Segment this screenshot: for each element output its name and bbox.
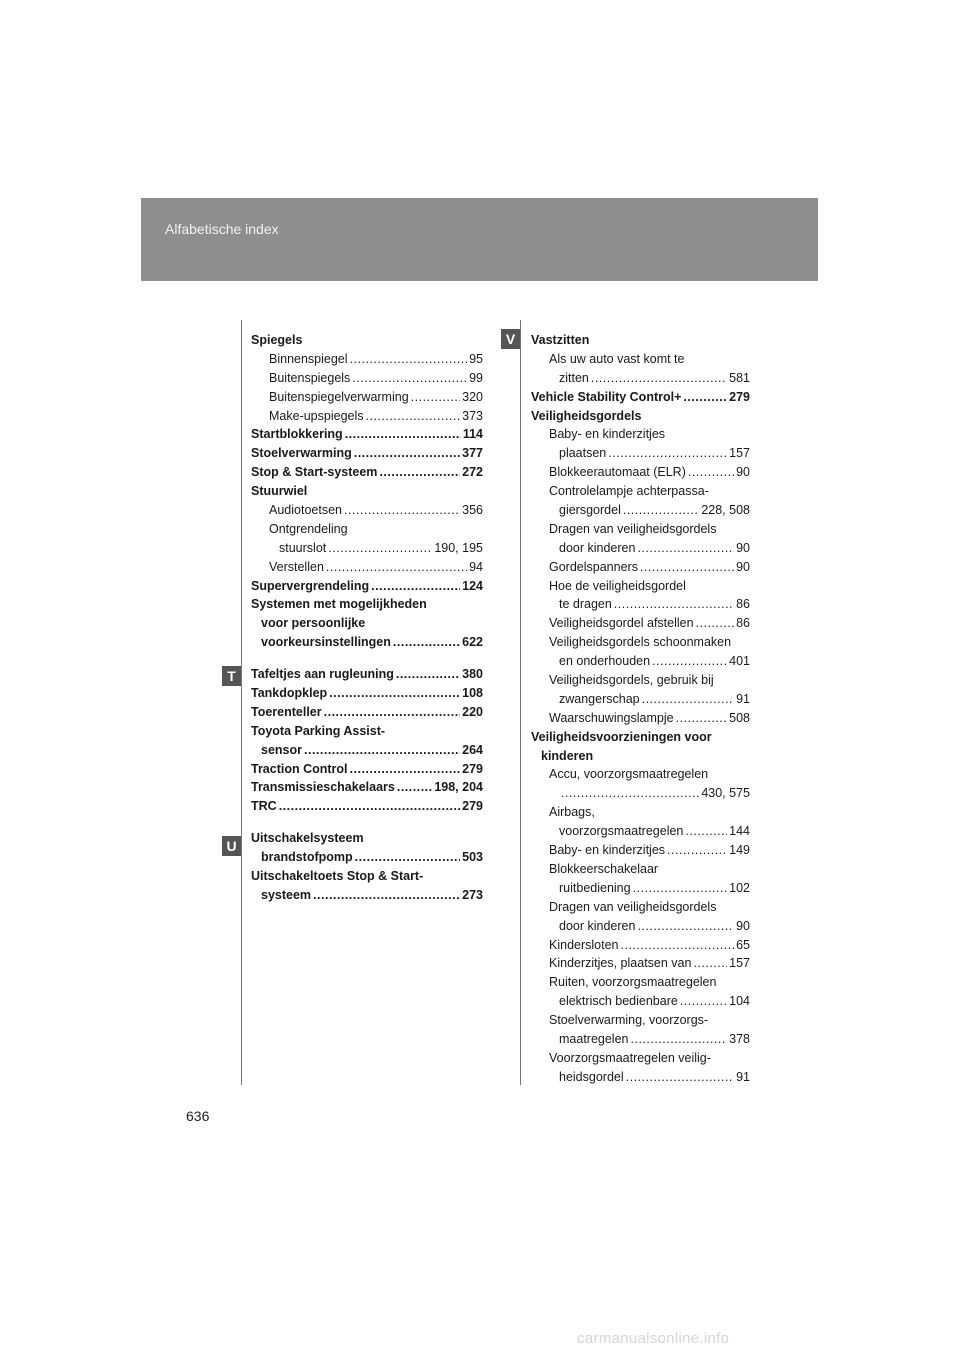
index-entry-page: 90 <box>736 559 750 574</box>
dot-leader <box>352 369 467 388</box>
dot-leader <box>371 577 460 596</box>
index-entry <box>251 369 483 388</box>
dot-leader <box>350 760 461 779</box>
index-entry <box>531 803 750 822</box>
dot-leader <box>652 652 727 671</box>
index-entry-label: Stuurwiel <box>251 484 308 499</box>
section-tab-t: T <box>222 666 241 686</box>
index-entry-label: Baby- en kinderzitjes <box>549 427 666 442</box>
index-entry <box>531 898 750 917</box>
dot-leader <box>344 501 460 520</box>
index-entry-label: Stoelverwarming <box>251 446 352 461</box>
index-entry <box>251 539 483 558</box>
index-entry <box>531 369 750 388</box>
index-entry <box>531 614 750 633</box>
index-entry-label: Hoe de veiligheidsgordel <box>549 578 686 593</box>
index-entry <box>531 444 750 463</box>
index-entry-label: Verstellen <box>269 559 324 574</box>
index-entry <box>251 577 483 596</box>
index-entry-label: Spiegels <box>251 333 303 347</box>
dot-leader <box>642 690 734 709</box>
index-entry <box>531 879 750 898</box>
index-entry-page: 90 <box>736 465 750 480</box>
index-entry <box>531 1011 750 1030</box>
index-entry <box>531 1030 750 1049</box>
index-entry-page: 373 <box>462 408 483 423</box>
index-entry-label: Ruiten, voorzorgsmaatregelen <box>549 975 717 990</box>
index-entry-label: Stop & Start-systeem <box>251 465 378 480</box>
index-entry-page: 581 <box>729 370 750 385</box>
index-entry <box>251 407 483 426</box>
section-tab-v: V <box>501 329 520 349</box>
index-entry <box>251 463 483 482</box>
index-entry-page: 157 <box>729 956 750 971</box>
index-entry-label: en onderhouden <box>559 654 651 669</box>
index-entry-label: heidsgordel <box>559 1069 624 1084</box>
index-entry-page: 94 <box>469 559 483 574</box>
index-entry <box>531 1068 750 1087</box>
index-entry-label: Dragen van veiligheidsgordels <box>549 521 717 536</box>
index-entry-page: 149 <box>729 843 750 858</box>
dot-leader <box>326 558 467 577</box>
index-entry-page: 273 <box>462 887 483 902</box>
index-entry-label: kinderen <box>541 748 594 763</box>
dot-leader <box>631 1030 728 1049</box>
index-entry-page: 378 <box>729 1031 750 1046</box>
index-entry-label: Veiligheidsgordels <box>531 408 642 423</box>
index-entry-page: 320 <box>462 389 483 404</box>
index-entry-label: Veiligheidsgordels, gebruik bij <box>549 673 714 688</box>
index-entry-page: 430, 575 <box>701 786 750 801</box>
index-entry <box>251 558 483 577</box>
index-entry <box>251 595 483 614</box>
dot-leader <box>396 665 460 684</box>
index-entry-label: Waarschuwingslampje <box>549 710 674 725</box>
index-entry-page: 99 <box>469 370 483 385</box>
index-entry-label: elektrisch bedienbare <box>559 994 678 1009</box>
dot-leader <box>667 841 727 860</box>
index-entry <box>531 558 750 577</box>
index-entry <box>531 652 750 671</box>
dot-leader <box>683 388 727 407</box>
index-entry <box>251 829 483 848</box>
dot-leader <box>561 784 699 803</box>
dot-leader <box>633 879 728 898</box>
index-entry-label: Traction Control <box>251 761 348 776</box>
index-entry-page: 86 <box>736 597 750 612</box>
watermark: carmanualsonline.info <box>577 1330 730 1347</box>
dot-leader <box>640 558 734 577</box>
index-entry-page: 144 <box>729 824 750 839</box>
index-entry-label: te dragen <box>559 597 612 612</box>
index-entry <box>531 784 750 803</box>
dot-leader <box>626 1068 734 1087</box>
left-column-divider <box>241 320 242 1085</box>
index-entry-label: Toyota Parking Assist- <box>251 723 386 738</box>
index-entry <box>531 331 750 350</box>
index-entry-page: 114 <box>462 427 483 442</box>
dot-leader <box>591 369 727 388</box>
index-entry-label: systeem <box>261 887 312 902</box>
index-entry-page: 228, 508 <box>701 503 750 518</box>
index-entry-page: 90 <box>736 540 750 555</box>
index-entry-label: Vehicle Stability Control+ <box>531 389 682 404</box>
index-entry <box>251 614 483 633</box>
index-entry-page: 198, 204 <box>434 780 483 795</box>
index-entry <box>531 539 750 558</box>
index-entry-page: 279 <box>729 389 750 404</box>
index-entry <box>531 595 750 614</box>
index-entry <box>251 684 483 703</box>
index-entry-label: Controlelampje achterpassa- <box>549 484 709 499</box>
dot-leader <box>696 614 735 633</box>
dot-leader <box>688 463 734 482</box>
index-entry-label: Dragen van veiligheidsgordels <box>549 899 717 914</box>
index-entry <box>531 765 750 784</box>
index-entry-page: 102 <box>729 880 750 895</box>
index-entry-label: zwangerschap <box>559 691 640 706</box>
index-entry <box>251 741 483 760</box>
index-entry-label: Veiligheidsvoorzieningen voor <box>531 729 712 744</box>
index-entry <box>531 671 750 690</box>
header-band <box>141 198 818 281</box>
index-entry <box>531 747 750 766</box>
index-entry-label: Stoelverwarming, voorzorgs- <box>549 1013 709 1028</box>
dot-leader <box>324 703 461 722</box>
page-number: 636 <box>186 1108 210 1124</box>
index-entry-label: Accu, voorzorgsmaatregelen <box>549 767 709 782</box>
index-entry-page: 401 <box>729 654 750 669</box>
section-tab-u: U <box>222 836 241 856</box>
index-entry <box>251 760 483 779</box>
dot-leader <box>397 778 432 797</box>
index-entry <box>531 520 750 539</box>
index-entry-label: Uitschakelsysteem <box>251 831 364 846</box>
index-entry-label: TRC <box>251 799 277 814</box>
index-entry <box>251 633 483 652</box>
index-entry-label: Systemen met mogelijkheden <box>251 597 427 612</box>
index-entry <box>531 973 750 992</box>
dot-leader <box>637 539 734 558</box>
page-header-title: Alfabetische index <box>165 221 279 237</box>
index-entry <box>251 331 483 350</box>
dot-leader <box>350 350 468 369</box>
index-entry-label: Buitenspiegelverwarming <box>269 389 409 404</box>
index-entry <box>531 463 750 482</box>
index-entry-page: 91 <box>736 691 750 706</box>
dot-leader <box>411 388 460 407</box>
index-entry-page: 157 <box>729 446 750 461</box>
index-entry-label: Voorzorgsmaatregelen veilig- <box>549 1050 711 1065</box>
index-entry <box>531 728 750 747</box>
index-entry <box>251 388 483 407</box>
dot-leader <box>329 684 460 703</box>
index-entry <box>251 665 483 684</box>
index-entry-page: 220 <box>462 704 483 719</box>
index-entry <box>531 936 750 955</box>
index-entry <box>251 350 483 369</box>
index-entry-label: Audiotoetsen <box>269 503 342 518</box>
index-entry <box>531 482 750 501</box>
index-entry-page: 279 <box>462 761 483 776</box>
index-entry <box>251 703 483 722</box>
index-entry-label: door kinderen <box>559 540 636 555</box>
dot-leader <box>693 954 727 973</box>
index-entry-label: Veiligheidsgordel afstellen <box>549 616 694 631</box>
index-entry-label: voor persoonlijke <box>261 616 366 631</box>
index-entry-label: maatregelen <box>559 1031 629 1046</box>
index-entry-label: Make-upspiegels <box>269 408 364 423</box>
index-entry <box>531 690 750 709</box>
index-entry-label: ruitbediening <box>559 880 631 895</box>
index-entry <box>531 388 750 407</box>
index-entry-page: 104 <box>729 994 750 1009</box>
index-entry-page: 65 <box>736 937 750 952</box>
index-entry-page: 622 <box>462 635 483 650</box>
index-entry-page: 356 <box>462 503 483 518</box>
index-entry-label: voorzorgsmaatregelen <box>559 824 684 839</box>
index-entry-label: Veiligheidsgordels schoonmaken <box>549 635 732 650</box>
index-entry-page: 377 <box>462 446 483 461</box>
dot-leader <box>354 444 460 463</box>
dot-leader <box>614 595 734 614</box>
index-entry-label: Kinderzitjes, plaatsen van <box>549 956 692 971</box>
index-column-left <box>251 331 483 905</box>
dot-leader <box>313 886 460 905</box>
index-entry-label: Blokkeerautomaat (ELR) <box>549 465 686 480</box>
index-entry-label: Vastzitten <box>531 333 590 347</box>
dot-leader <box>680 992 727 1011</box>
index-entry <box>251 425 483 444</box>
dot-leader <box>623 501 699 520</box>
index-entry-label: Uitschakeltoets Stop & Start- <box>251 869 424 884</box>
dot-leader <box>279 797 460 816</box>
dot-leader <box>608 444 727 463</box>
dot-leader <box>366 407 461 426</box>
index-entry <box>251 520 483 539</box>
right-column-divider <box>520 320 521 1085</box>
index-entry-page: 91 <box>736 1069 750 1084</box>
index-entry <box>531 822 750 841</box>
index-entry <box>251 867 483 886</box>
index-entry <box>531 709 750 728</box>
index-entry <box>531 407 750 426</box>
index-entry-page: 90 <box>736 918 750 933</box>
dot-leader <box>304 741 460 760</box>
index-entry-label: voorkeursinstellingen <box>261 635 391 650</box>
index-entry <box>531 841 750 860</box>
index-entry-label: Transmissieschakelaars <box>251 780 395 795</box>
index-entry-label: Als uw auto vast komt te <box>549 351 685 366</box>
index-entry <box>251 501 483 520</box>
index-entry <box>251 722 483 741</box>
index-entry-page: 264 <box>462 742 483 757</box>
index-entry-label: sensor <box>261 742 302 757</box>
index-entry-label: giersgordel <box>559 503 621 518</box>
index-entry-label: plaatsen <box>559 446 607 461</box>
dot-leader <box>685 822 727 841</box>
index-entry-label: Ontgrendeling <box>269 521 348 536</box>
index-entry-page: 86 <box>736 616 750 631</box>
index-entry-label: Supervergrendeling <box>251 578 370 593</box>
index-entry <box>531 577 750 596</box>
index-entry-page: 95 <box>469 351 483 366</box>
index-entry <box>251 778 483 797</box>
index-entry-page: 272 <box>462 465 483 480</box>
index-entry-page: 508 <box>729 710 750 725</box>
index-entry <box>251 797 483 816</box>
index-entry <box>531 917 750 936</box>
index-entry-label: Baby- en kinderzitjes <box>549 843 666 858</box>
dot-leader <box>621 936 735 955</box>
index-entry-label: Buitenspiegels <box>269 370 351 385</box>
index-entry-page: 380 <box>462 667 483 682</box>
index-entry-label: Tafeltjes aan rugleuning <box>251 667 394 682</box>
index-entry <box>531 425 750 444</box>
index-entry-label: stuurslot <box>279 540 327 555</box>
dot-leader <box>637 917 734 936</box>
index-entry <box>531 501 750 520</box>
dot-leader <box>345 425 461 444</box>
index-entry-label: Airbags, <box>549 805 595 820</box>
index-entry-page: 503 <box>462 850 483 865</box>
index-entry-label: Gordelspanners <box>549 559 638 574</box>
index-entry-label: door kinderen <box>559 918 636 933</box>
index-entry <box>251 886 483 905</box>
index-entry <box>251 482 483 501</box>
index-entry-page: 124 <box>462 578 483 593</box>
index-entry <box>531 1049 750 1068</box>
index-entry-label: zitten <box>559 370 589 385</box>
index-entry-label: Blokkeerschakelaar <box>549 861 659 876</box>
index-entry-label: Tankdopklep <box>251 686 328 701</box>
index-entry <box>531 860 750 879</box>
index-entry <box>251 444 483 463</box>
index-entry-page: 190, 195 <box>434 540 483 555</box>
index-entry-label: brandstofpomp <box>261 850 353 865</box>
index-entry-page: 279 <box>462 799 483 814</box>
dot-leader <box>328 539 432 558</box>
index-entry <box>251 848 483 867</box>
index-entry-label: Startblokkering <box>251 427 343 442</box>
index-entry <box>531 633 750 652</box>
dot-leader <box>676 709 728 728</box>
index-entry-label: Toerenteller <box>251 704 322 719</box>
dot-leader <box>393 633 460 652</box>
index-entry <box>531 954 750 973</box>
index-entry-label: Kindersloten <box>549 937 619 952</box>
dot-leader <box>355 848 460 867</box>
dot-leader <box>379 463 460 482</box>
index-entry <box>531 992 750 1011</box>
index-entry-page: 108 <box>462 686 483 701</box>
index-entry-label: Binnenspiegel <box>269 351 348 366</box>
index-entry <box>531 350 750 369</box>
index-column-right <box>531 331 750 1087</box>
